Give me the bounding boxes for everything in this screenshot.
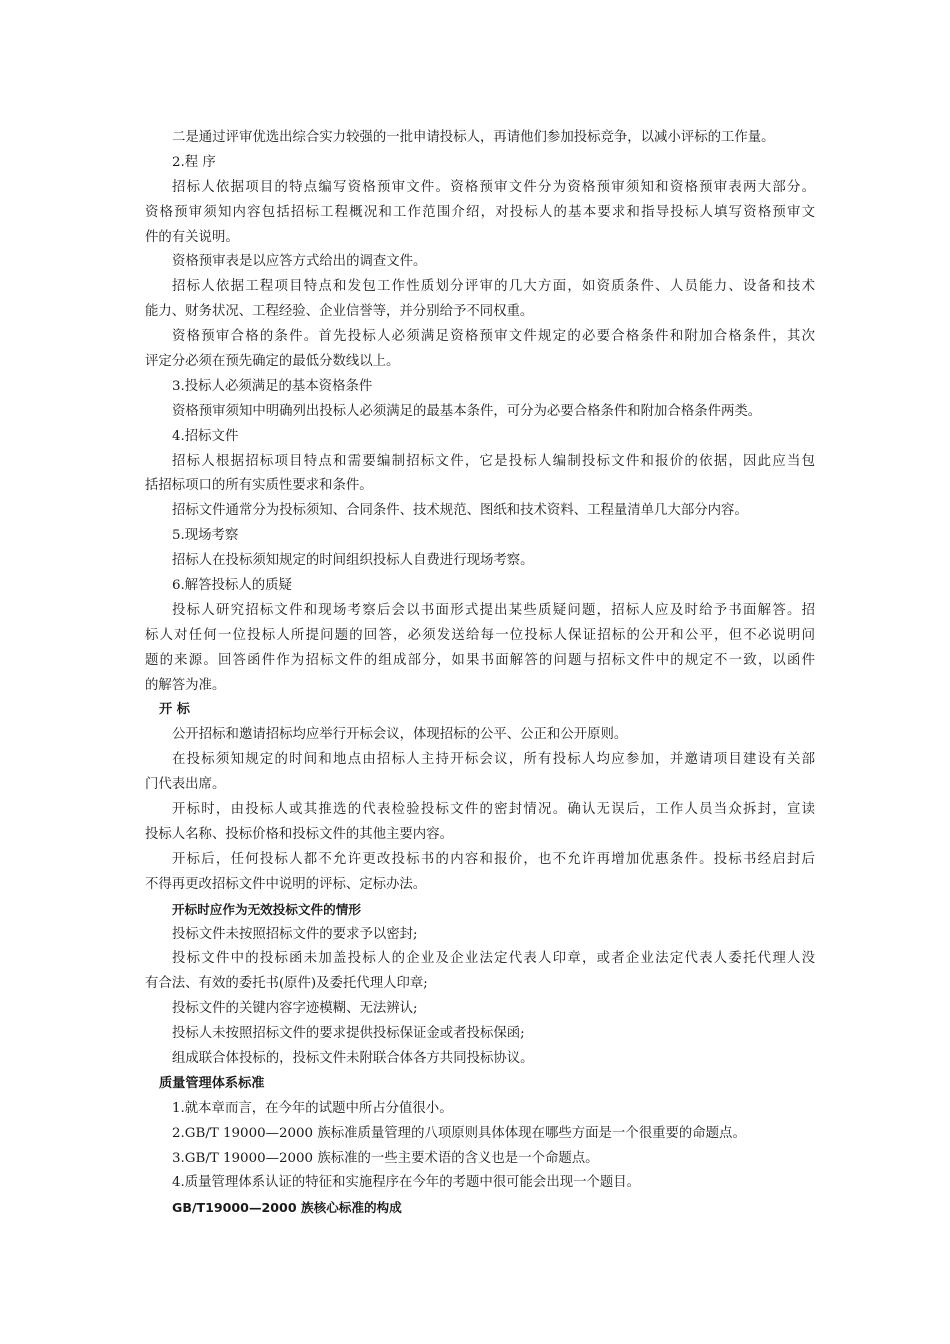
paragraph-line: 门代表出席。 <box>145 777 226 793</box>
paragraph-line: 招标人根据招标项目特点和需要编制招标文件，它是投标人编制投标文件和报价的依据，因此应当包 <box>172 453 815 469</box>
bold-subheading: 开标时应作为无效投标文件的情形 <box>172 901 361 917</box>
paragraph-line: 在投标须知规定的时间和地点由招标人主持开标会议，所有投标人均应参加，并邀请项目建设有关部 <box>172 752 815 768</box>
paragraph-line: 招标人依据工程项目特点和发包工作性质划分评审的几大方面，如资质条件、人员能力、设备和技术 <box>172 279 815 295</box>
paragraph-line: 有合法、有效的委托书(原件)及委托代理人印章; <box>145 976 428 992</box>
paragraph-line: 招标文件通常分为投标须知、合同条件、技术规范、图纸和技术资料、工程量清单几大部分内容。 <box>172 503 748 519</box>
paragraph-line: 二是通过评审优选出综合实力较强的一批申请投标人，再请他们参加投标竞争，以减小评标的工作量。 <box>172 130 775 145</box>
paragraph-line: 招标人在投标须知规定的时间组织投标人自费进行现场考察。 <box>172 553 534 569</box>
paragraph-line: 公开招标和邀请招标均应举行开标会议，体现招标的公平、公正和公开原则。 <box>172 727 628 743</box>
paragraph-line: 2.GB/T 19000—2000 族标准质量管理的八项原则具体体现在哪些方面是一个很重要的命题点。 <box>172 1125 746 1141</box>
paragraph-line: 1.就本章而言，在今年的试题中所占分值很小。 <box>172 1100 453 1116</box>
section-heading: 2.程 序 <box>172 154 216 170</box>
paragraph-line: 题的来源。回答函件作为招标文件的组成部分，如果书面解答的问题与招标文件中的规定不一致，以函件 <box>145 652 815 668</box>
paragraph-line: 能力、财务状况、工程经验、企业信誉等，并分别给予不同权重。 <box>145 304 534 320</box>
section-heading: 4.招标文件 <box>172 428 239 444</box>
paragraph-line: 资格预审须知内容包括招标工程概况和工作范围介绍，对投标人的基本要求和指导投标人填写资格预审文 <box>145 204 815 220</box>
paragraph-line: 投标人未按照招标文件的要求提供投标保证金或者投标保函; <box>172 1026 525 1042</box>
paragraph-line: 资格预审合格的条件。首先投标人必须满足资格预审文件规定的必要合格条件和附加合格条件，其次 <box>172 329 815 345</box>
chapter-heading: 开 标 <box>159 702 190 718</box>
paragraph-line: 的解答为准。 <box>145 677 226 693</box>
paragraph-line: 投标文件未按照招标文件的要求予以密封; <box>172 926 418 942</box>
paragraph-line: 投标人研究招标文件和现场考察后会以书面形式提出某些质疑问题，招标人应及时给予书面解答。招 <box>172 602 815 618</box>
paragraph-line: 标人对任何一位投标人所提问题的回答，必须发送给每一位投标人保证招标的公开和公平，但不必说明问 <box>145 627 815 643</box>
paragraph-line: 3.GB/T 19000—2000 族标准的一些主要术语的含义也是一个命题点。 <box>172 1150 599 1166</box>
paragraph-line: 开标后，任何投标人都不允许更改投标书的内容和报价，也不允许再增加优惠条件。投标书经启封后 <box>172 851 815 867</box>
paragraph-line: 件的有关说明。 <box>145 229 239 245</box>
paragraph-line: 评定分必须在预先确定的最低分数线以上。 <box>145 354 400 370</box>
paragraph-line: 资格预审须知中明确列出投标人必须满足的最基本条件，可分为必要合格条件和附加合格条件两类。 <box>172 403 762 419</box>
paragraph-line: 不得再更改招标文件中说明的评标、定标办法。 <box>145 876 427 892</box>
paragraph-line: 投标文件的关键内容字迹模糊、无法辨认; <box>172 1001 418 1017</box>
paragraph-line: 资格预审表是以应答方式给出的调查文件。 <box>172 254 427 270</box>
chapter-heading: 质量管理体系标准 <box>159 1075 265 1091</box>
bold-subheading: GB/T19000—2000 族核心标准的构成 <box>172 1200 402 1216</box>
document-body <box>145 126 815 1221</box>
paragraph-line: 投标文件中的投标函未加盖投标人的企业及企业法定代表人印章，或者企业法定代表人委托代理人没 <box>172 951 815 967</box>
paragraph-line: 4.质量管理体系认证的特征和实施程序在今年的考题中很可能会出现一个题目。 <box>172 1175 641 1191</box>
paragraph-line: 招标人依据项目的特点编写资格预审文件。资格预审文件分为资格预审须知和资格预审表两大部分。 <box>172 179 815 195</box>
paragraph-line: 投标人名称、投标价格和投标文件的其他主要内容。 <box>145 826 453 842</box>
paragraph-line: 括招标项口的所有实质性要求和条件。 <box>145 478 373 494</box>
section-heading: 6.解答投标人的质疑 <box>172 578 292 594</box>
section-heading: 5.现场考察 <box>172 528 239 544</box>
section-heading: 3.投标人必须满足的基本资格条件 <box>172 378 373 394</box>
paragraph-line: 开标时，由投标人或其推选的代表检验投标文件的密封情况。确认无误后，工作人员当众拆封，宣读 <box>172 802 815 818</box>
paragraph-line: 组成联合体投标的，投标文件未附联合体各方共同投标协议。 <box>172 1050 534 1066</box>
